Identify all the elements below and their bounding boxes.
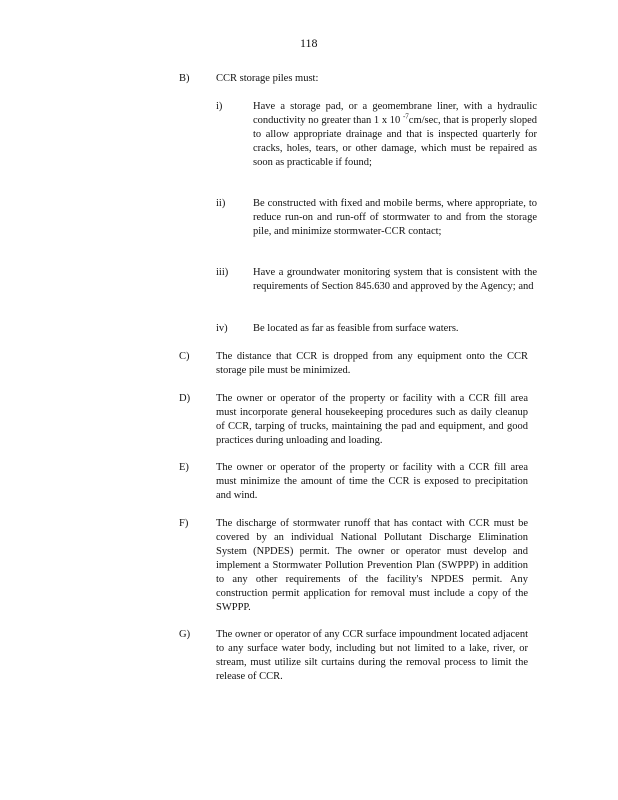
section-d-label: D) bbox=[179, 393, 191, 404]
subitem-i-text-part1: Have a storage pad, or a geomembrane liner, with a hydraulic conductivity no greater than 1 x 10 bbox=[253, 101, 537, 126]
section-e-text: The owner or operator of the property or facility with a CCR fill area must minimize the amount of time the CCR is exposed to precipitation and wind. bbox=[216, 462, 528, 501]
section-g-text: The owner or operator of any CCR surface impoundment located adjacent to any surface water body, including but not limited to a lake, river, or stream, must utilize silt curtains during the removal process to limit the release of CCR. bbox=[216, 629, 528, 682]
section-d-text: The owner or operator of the property or facility with a CCR fill area must incorporate general housekeeping procedures such as daily cleanup of CCR, tarping of trucks, maintaining the pad and equipment, and good practices during unloading and loading. bbox=[216, 393, 528, 446]
section-c-label: C) bbox=[179, 351, 190, 362]
subitem-iii-label: iii) bbox=[216, 267, 229, 278]
subitem-iv-label: iv) bbox=[216, 323, 228, 334]
subitem-i-label: i) bbox=[216, 101, 223, 112]
page-number: 118 bbox=[300, 36, 318, 50]
section-e-label: E) bbox=[179, 462, 189, 473]
section-c-text: The distance that CCR is dropped from any equipment onto the CCR storage pile must be minimized. bbox=[216, 351, 528, 376]
section-f-text: The discharge of stormwater runoff that has contact with CCR must be covered by an individual National Pollutant Discharge Elimination System (NPDES) permit. The owner or operator must develop and implement a Stormwater Pollution Prevention Plan (SWPPP) in addition to any other requirements of the facility's NPDES permit. Any construction permit application for removal must include a copy of the SWPPP. bbox=[216, 518, 528, 613]
section-b-text: CCR storage piles must: bbox=[216, 73, 319, 84]
section-g-label: G) bbox=[179, 629, 191, 640]
subitem-iii-text: Have a groundwater monitoring system that is consistent with the requirements of Section 845.630 and approved by the Agency; and bbox=[253, 267, 537, 292]
section-f-label: F) bbox=[179, 518, 189, 529]
subitem-ii-label: ii) bbox=[216, 198, 226, 209]
subitem-i-text-part2: cm/sec, that is properly sloped to allow appropriate drainage and that is inspected quarterly for cracks, holes, tears, or other damage, which must be repaired as soon as practicable if found; bbox=[253, 115, 538, 168]
subitem-iv-text: Be located as far as feasible from surface waters. bbox=[253, 323, 459, 334]
subitem-ii-text: Be constructed with fixed and mobile berms, where appropriate, to reduce run-on and run-off of stormwater to and from the storage pile, and minimize stormwater-CCR contact; bbox=[253, 198, 537, 237]
subitem-i-text bbox=[253, 100, 537, 170]
subitem-i-exponent: -7 bbox=[402, 112, 409, 121]
section-b-label: B) bbox=[179, 73, 190, 84]
